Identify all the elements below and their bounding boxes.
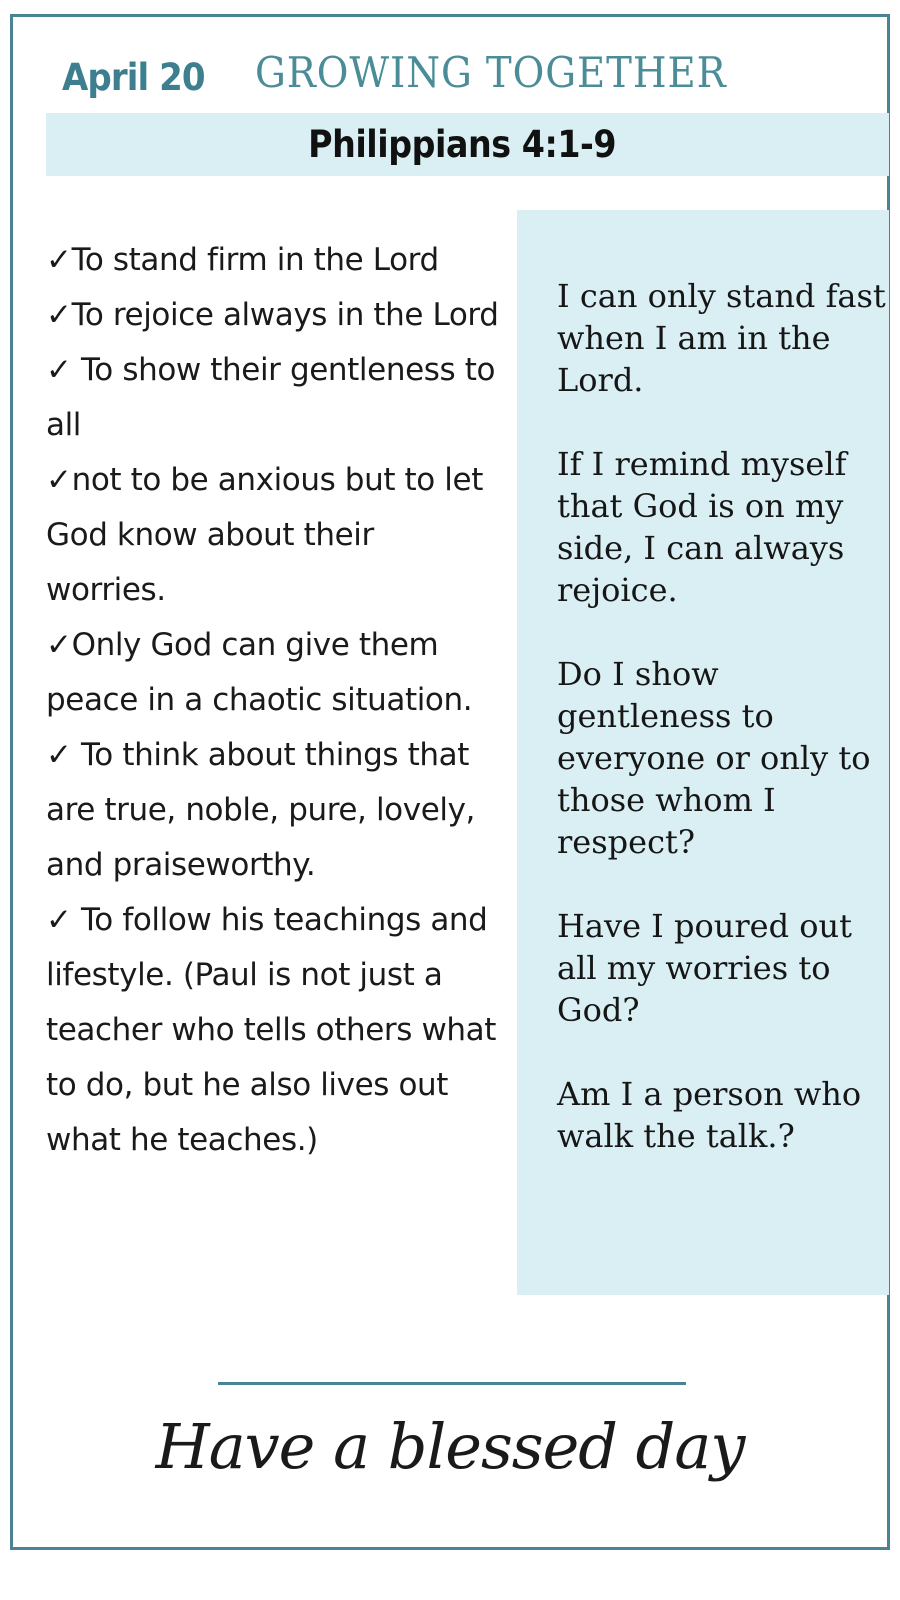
date-label: April 20 (62, 56, 205, 99)
scripture-reference: Philippians 4:1-9 (308, 123, 617, 166)
lesson-point-text: not to be anxious but to let God know about their worries. (46, 462, 483, 608)
lesson-point-text: To think about things that are true, noble, pure, lovely, and praiseworthy. (46, 737, 475, 883)
lesson-point-text: To show their gentleness to all (46, 352, 496, 443)
reflection-item: If I remind myself that God is on my side, I can always rejoice. (557, 445, 847, 609)
lesson-point-text: Only God can give them peace in a chaotic situation. (46, 627, 473, 718)
reflection-item: Have I poured out all my worries to God? (557, 907, 852, 1029)
scripture-banner (46, 113, 889, 176)
lesson-point-text: To rejoice always in the Lord (71, 297, 499, 333)
reflection-item: I can only stand fast when I am in the Lord. (557, 277, 886, 399)
checkmark-icon: ✓ (46, 352, 72, 388)
lesson-points-list (46, 233, 501, 1168)
checkmark-icon: ✓ (46, 737, 72, 773)
page-title: GROWING TOGETHER (255, 48, 727, 97)
lesson-point (46, 453, 501, 618)
lesson-point (46, 728, 501, 893)
reflection-questions-list (557, 275, 887, 1199)
checkmark-icon: ✓ (46, 462, 72, 498)
checkmark-icon: ✓ (46, 627, 72, 663)
lesson-point (46, 343, 501, 453)
lesson-point (46, 288, 501, 343)
footer-divider (218, 1382, 686, 1385)
signoff-text: Have a blessed day (155, 1410, 745, 1483)
lesson-point (46, 233, 501, 288)
checkmark-icon: ✓ (46, 902, 72, 938)
lesson-point-text: To stand firm in the Lord (71, 242, 439, 278)
checkmark-icon: ✓ (46, 242, 72, 278)
lesson-point (46, 893, 501, 1168)
reflection-item: Am I a person who walk the talk.? (557, 1075, 862, 1155)
checkmark-icon: ✓ (46, 297, 72, 333)
reflection-item: Do I show gentleness to everyone or only to those whom I respect? (557, 655, 871, 861)
lesson-point (46, 618, 501, 728)
lesson-point-text: To follow his teachings and lifestyle. (Paul is not just a teacher who tells others what to do, but he also lives out what he teaches.) (46, 902, 497, 1158)
